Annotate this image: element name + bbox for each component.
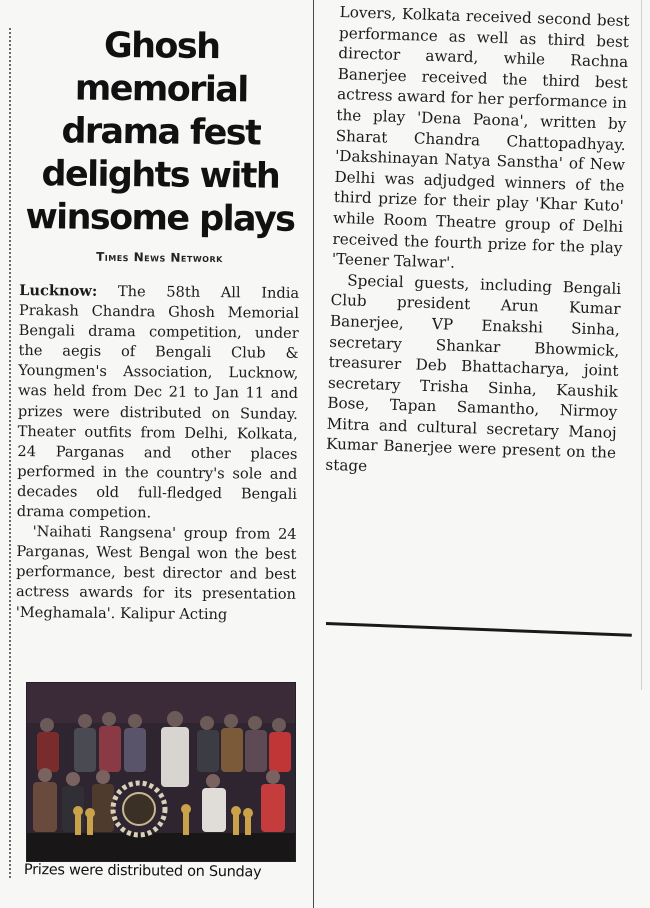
headline: Ghosh memorial drama fest delights with winsome plays [25, 25, 295, 240]
right-edge-rule [641, 0, 642, 690]
right-column [325, 2, 630, 485]
dateline: Lucknow: [19, 281, 98, 300]
left-body [16, 281, 300, 626]
prize-photo [26, 682, 296, 862]
paragraph-3: Lovers, Kolkata received second best performance as well as third best director award, while Rachna Banerjee received the third best actress award for her performance in the play 'Dena Paona', written by Sharat Chandra Chattopadhyay. 'Dakshinayan Natya Sanstha' of New Delhi was adjudged winners of the third prize for their play 'Khar Kuto' while Room Theatre group of Delhi received the fourth prize for the play 'Teener Talwar'. [331, 2, 630, 272]
paragraph-1 [17, 281, 300, 525]
article-end-rule [326, 622, 632, 637]
right-body [325, 2, 630, 485]
paragraph-1-text: The 58th All India Prakash Chandra Ghosh Memorial Bengali drama competition, under the aegis of Bengali Club & Youngmen's Association, Lucknow, was held from Dec 21 to Jan 11 and prizes were distributed on Sunday. Theater outfits from Delhi, Kolkata, 24 Parganas and other places performed in the country's sole and decades old full-fledged Bengali drama competion. [16, 282, 300, 522]
paragraph-2: 'Naihati Rangsena' group from 24 Parganas, West Bengal won the best performance, best director and best actress awards for its presentation 'Meghamala'. Kalipur Acting [15, 523, 297, 623]
column-separator [313, 0, 314, 908]
left-column [16, 18, 302, 625]
photo-illustration [27, 683, 295, 861]
dotted-column-rule [9, 28, 11, 878]
paragraph-4: Special guests, including Bengali Club president Arun Kumar Banerjee, VP Enakshi Sinha, secretary Shankar Bhowmick, treasurer Deb Bhattacharya, joint secretary Trisha Sinha, Kaushik Bose, Tapan Samantho, Nirmoy Mitra and cultural secretary Manoj Kumar Banerjee were present on the stage [325, 271, 622, 476]
photo-caption: Prizes were distributed on Sunday [23, 862, 262, 881]
byline: Times News Network [96, 249, 223, 266]
